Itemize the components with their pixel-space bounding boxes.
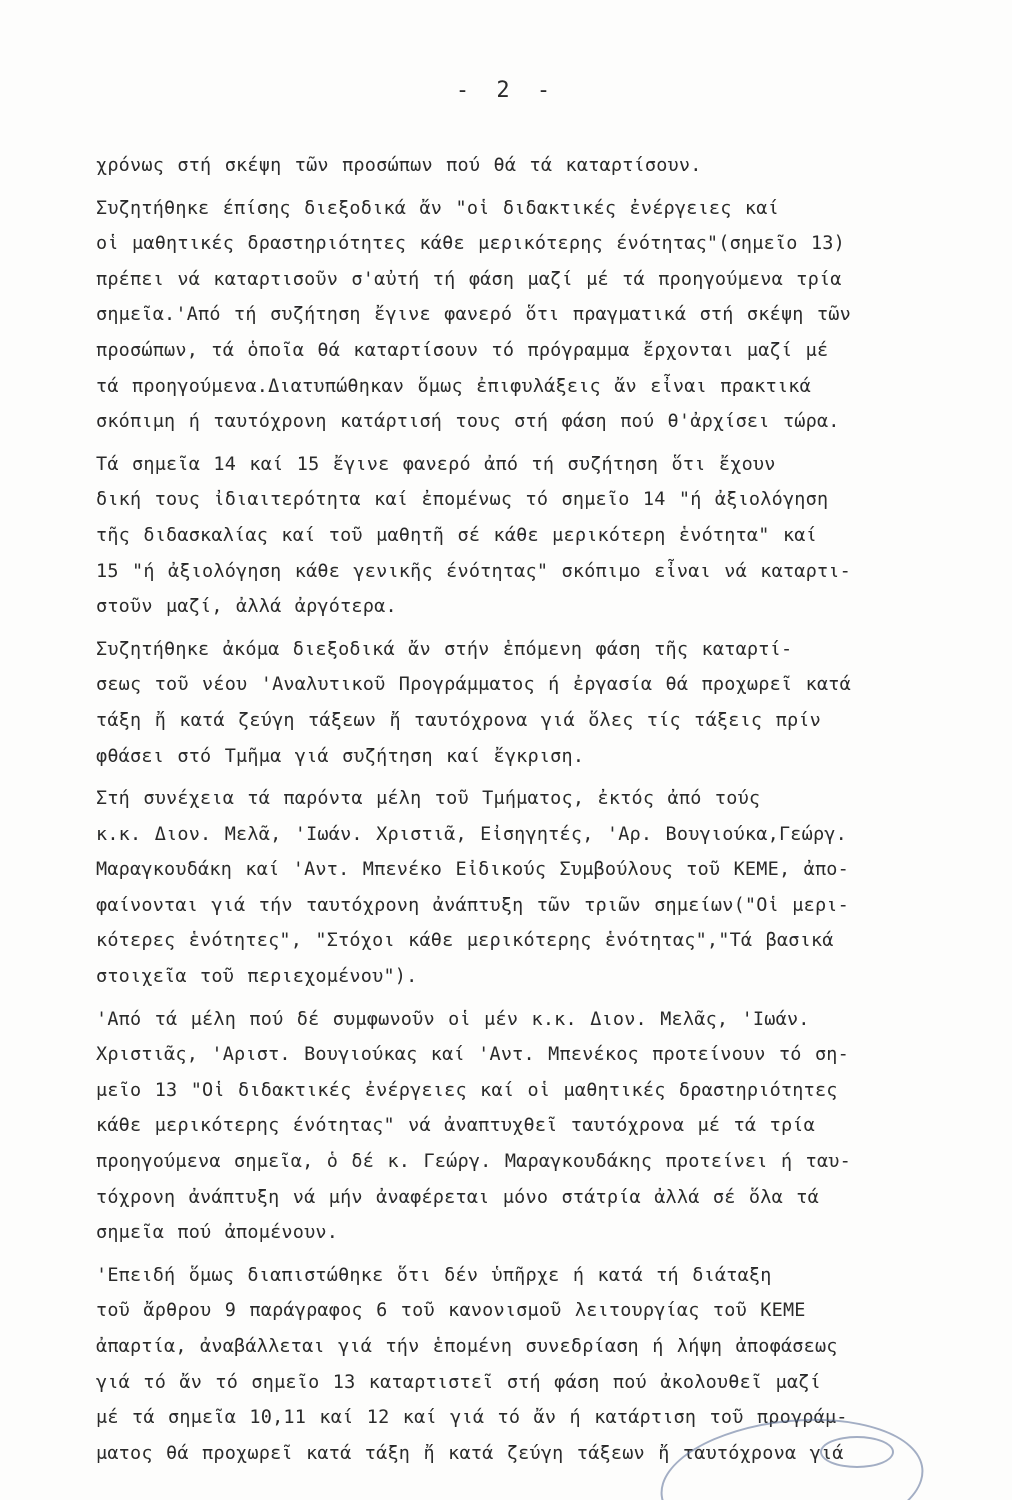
text-line: τοῦ ἄρθρου 9 παράγραφος 6 τοῦ κανονισμοῦ λειτουργίας τοῦ ΚΕΜΕ <box>96 1300 806 1322</box>
text-line: κότερες ἑνότητες", "Στόχοι κάθε μερικότερης ἑνότητας","Τά βασικά <box>96 930 834 952</box>
text-line: φθάσει στό Τμῆμα γιά συζήτηση καί ἔγκριση. <box>96 745 585 767</box>
text-line: τόχρονη ἀνάπτυξη νά μήν ἀναφέρεται μόνο στάτρία ἀλλά σέ ὅλα τά <box>96 1186 819 1208</box>
text-line: τῆς διδασκαλίας καί τοῦ μαθητῆ σέ κάθε μερικότερη ἑνότητα" καί <box>96 524 817 546</box>
paragraph-gap <box>96 625 976 632</box>
text-line: μεῖο 13 "Οἱ διδακτικές ἐνέργειες καί οἱ μαθητικές δραστηριότητες <box>96 1079 838 1101</box>
text-line: φαίνονται γιά τήν ταυτόχρονη ἀνάπτυξη τῶν τριῶν σημείων("Οἱ μερι- <box>96 894 849 916</box>
paragraph-gap <box>96 1251 976 1258</box>
text-line: κ.κ. Διον. Μελᾶ, 'Ιωάν. Χριστιᾶ, Εἰσηγητές, 'Αρ. Βουγιούκα,Γεώργ. <box>96 823 847 845</box>
text-line: γιά τό ἄν τό σημεῖο 13 καταρτιστεῖ στή φάση πού ἀκολουθεῖ μαζί <box>96 1371 821 1393</box>
text-line: σεως τοῦ νέου 'Αναλυτικοῦ Προγράμματος ή ἐργασία θά προχωρεῖ κατά <box>96 674 851 696</box>
paragraph-gap <box>96 774 976 781</box>
text-line: Μαραγκουδάκη καί 'Αντ. Μπενέκο Εἰδικούς Συμβούλους τοῦ ΚΕΜΕ, ἀπο- <box>96 859 849 881</box>
text-line: δική τους ἰδιαιτερότητα καί ἐπομένως τό σημεῖο 14 "ή ἀξιολόγηση <box>96 489 829 511</box>
page-number: - 2 - <box>455 78 557 103</box>
text-line: σημεῖα πού ἀπομένουν. <box>96 1222 339 1244</box>
text-line: πρέπει νά καταρτισοῦν σ'αὐτή τή φάση μαζί μέ τά προηγούμενα τρία <box>96 268 842 290</box>
text-line: 'Από τά μέλη πού δέ συμφωνοῦν οἱ μέν κ.κ. Διον. Μελᾶς, 'Ιωάν. <box>96 1008 810 1030</box>
text-line: 15 "ή ἀξιολόγηση κάθε γενικῆς ένότητας" σκόπιμο εἶναι νά καταρτι- <box>96 560 851 582</box>
text-line: οἱ μαθητικές δραστηριότητες κάθε μερικότερης ένότητας"(σημεῖο 13) <box>96 233 845 255</box>
text-line: σκόπιμη ή ταυτόχρονη κατάρτισή τους στή φάση πού θ'ἀρχίσει τώρα. <box>96 411 840 433</box>
text-line: μέ τά σημεῖα 10,11 καί 12 καί γιά τό ἄν ή κατάρτιση τοῦ προγράμ- <box>96 1407 848 1429</box>
text-line: Χριστιᾶς, 'Αριστ. Βουγιούκας καί 'Αντ. Μπενέκος προτείνουν τό ση- <box>96 1044 849 1066</box>
text-line: Τά σημεῖα 14 καί 15 ἔγινε φανερό ἀπό τή συζήτηση ὅτι ἔχουν <box>96 453 776 475</box>
text-line: τάξη ἤ κατά ζεύγη τάξεων ἤ ταυτόχρονα γιά ὅλες τίς τάξεις πρίν <box>96 709 821 731</box>
text-line: στοιχεῖα τοῦ περιεχομένου"). <box>96 966 418 988</box>
text-line: στοῦν μαζί, ἀλλά ἀργότερα. <box>96 596 397 618</box>
text-line: ἀπαρτία, ἀναβάλλεται γιά τήν ἑπομένη συνεδρίαση ή λήψη ἀποφάσεως <box>96 1336 838 1357</box>
text-line: κάθε μερικότερης ένότητας" νά ἀναπτυχθεῖ ταυτόχρονα μέ τά τρία <box>96 1115 815 1137</box>
text-line: χρόνως στή σκέψη τῶν προσώπων πού θά τά καταρτίσουν. <box>96 155 702 176</box>
text-line: Συζητήθηκε ἀκόμα διεξοδικά ἄν στήν ἑπόμενη φάση τῆς καταρτί- <box>96 638 793 660</box>
text-line: τά προηγούμενα.Διατυπώθηκαν ὅμως ἐπιφυλάξεις ἄν εἶναι πρακτικά <box>96 375 811 397</box>
paragraph-gap <box>96 995 976 1002</box>
text-line: 'Επειδή ὅμως διαπιστώθηκε ὅτι δέν ὑπῆρχε ή κατά τή διάταξη <box>96 1264 772 1286</box>
text-line: προηγούμενα σημεῖα, ὁ δέ κ. Γεώργ. Μαραγκουδάκης προτείνει ή ταυ- <box>96 1151 851 1173</box>
document-body <box>96 148 976 1471</box>
text-line: Στή συνέχεια τά παρόντα μέλη τοῦ Τμήματος, ἐκτός ἀπό τούς <box>96 788 761 810</box>
text-line: ματος θά προχωρεῖ κατά τάξη ἤ κατά ζεύγη τάξεων ἤ ταυτόχρονα γιά <box>96 1442 844 1464</box>
stamp-signature-mark <box>820 1436 894 1468</box>
paragraph-gap <box>96 440 976 447</box>
text-line: προσώπων, τά ὁποῖα θά καταρτίσουν τό πρόγραμμα ἔρχονται μαζί μέ <box>96 339 829 361</box>
text-line: Συζητήθηκε έπίσης διεξοδικά ἄν "οἱ διδακτικές ἐνέργειες καί <box>96 197 779 219</box>
text-line: σημεῖα.'Από τή συζήτηση ἔγινε φανερό ὅτι πραγματικά στή σκέψη τῶν <box>96 304 851 326</box>
paragraph-gap <box>96 184 976 191</box>
